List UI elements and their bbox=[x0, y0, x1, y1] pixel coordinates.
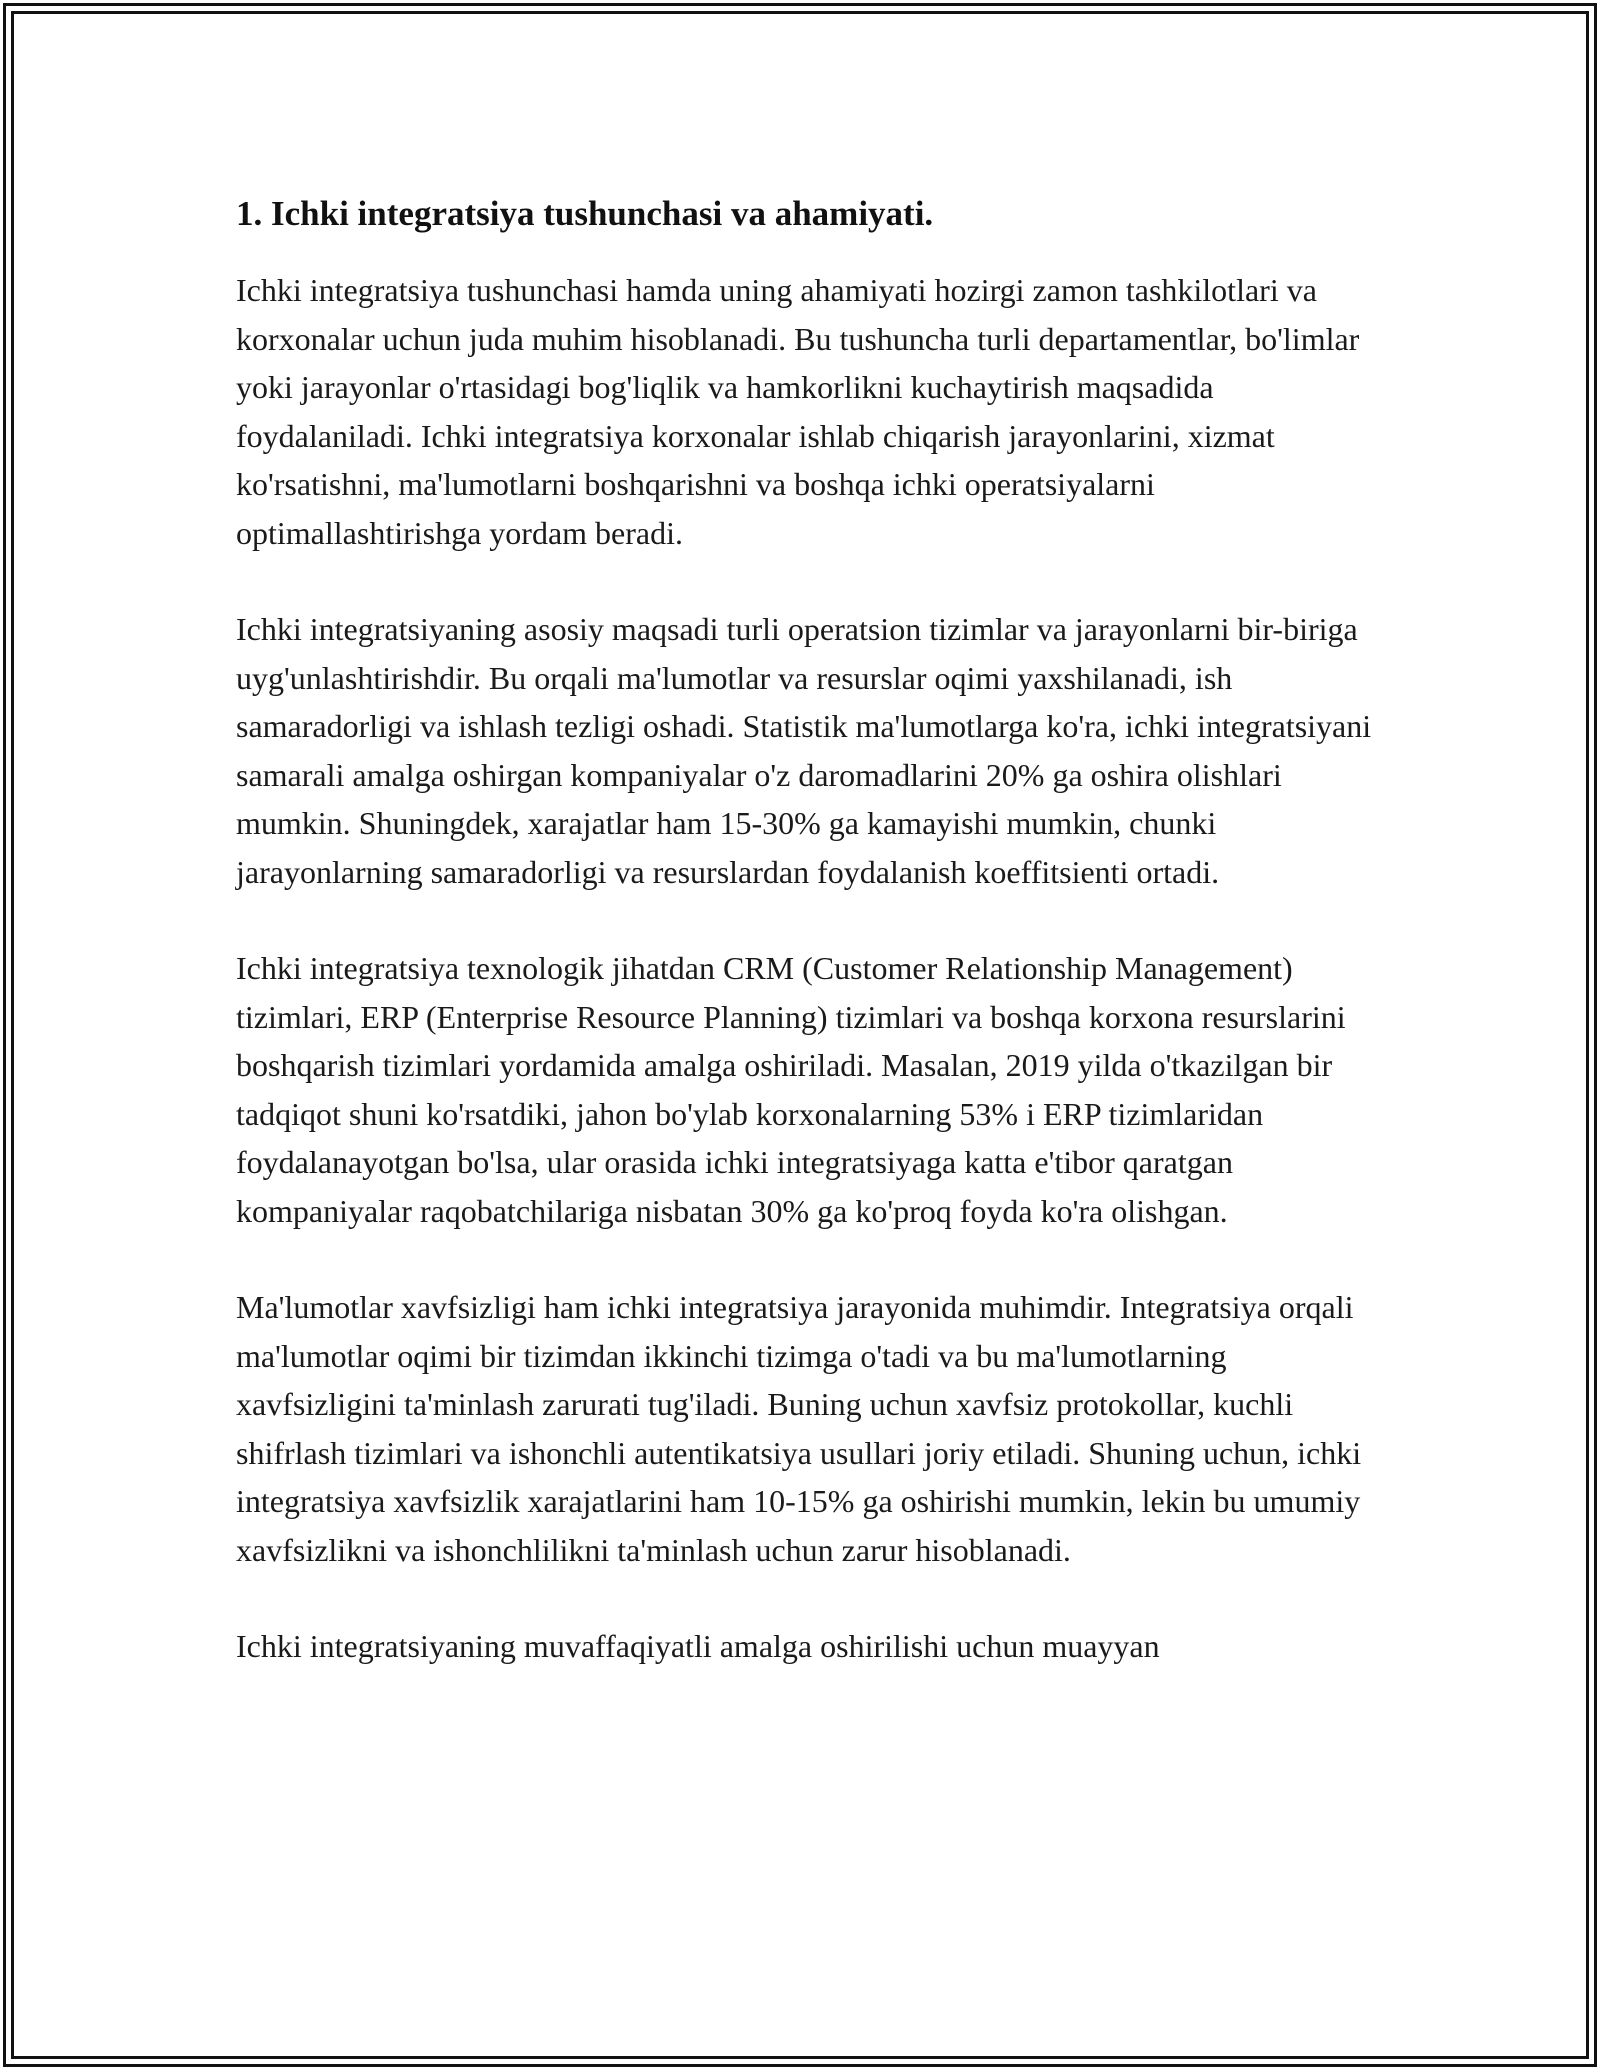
paragraph-4: Ma'lumotlar xavfsizligi ham ichki integratsiya jarayonida muhimdir. Integratsiya orqali ma'lumotlar oqimi bir tizimdan ikkinchi tizimga o'tadi va bu ma'lumotlarning xavfsizligini ta'minlash zarurati tug'iladi. Buning uchun xavfsiz protokollar, kuchli shifrlash tizimlari va ishonchli autentikatsiya usullari joriy etiladi. Shuning uchun, ichki integratsiya xavfsizlik xarajatlarini ham 10-15% ga oshirishi mumkin, lekin bu umumiy xavfsizlikni va ishonchlilikni ta'minlash uchun zarur hisoblanadi. bbox=[236, 1289, 1362, 1568]
section-heading: 1. Ichki integratsiya tushunchasi va ahamiyati. bbox=[236, 194, 934, 233]
paragraph-2: Ichki integratsiyaning asosiy maqsadi turli operatsion tizimlar va jarayonlarni bir-biriga uyg'unlashtirishdir. Bu orqali ma'lumotlar va resurslar oqimi yaxshilanadi, ish samaradorligi va ishlash tezligi oshadi. Statistik ma'lumotlarga ko'ra, ichki integratsiyani samarali amalga oshirgan kompaniyalar o'z daromadlarini 20% ga oshira olishlari mumkin. Shuningdek, xarajatlar ham 15-30% ga kamayishi mumkin, chunki jarayonlarning samaradorligi va resurslardan foydalanish koeffitsienti ortadi. bbox=[236, 611, 1372, 890]
document-body bbox=[236, 188, 1376, 1719]
paragraph-5: Ichki integratsiyaning muvaffaqiyatli amalga oshirilishi uchun muayyan bbox=[236, 1628, 1160, 1664]
paragraph-1: Ichki integratsiya tushunchasi hamda uning ahamiyati hozirgi zamon tashkilotlari va korxonalar uchun juda muhim hisoblanadi. Bu tushuncha turli departamentlar, bo'limlar yoki jarayonlar o'rtasidagi bog'liqlik va hamkorlikni kuchaytirish maqsadida foydalaniladi. Ichki integratsiya korxonalar ishlab chiqarish jarayonlarini, xizmat ko'rsatishni, ma'lumotlarni boshqarishni va boshqa ichki operatsiyalarni optimallashtirishga yordam beradi. bbox=[236, 272, 1360, 551]
paragraph-3: Ichki integratsiya texnologik jihatdan CRM (Customer Relationship Management) tizimlari, ERP (Enterprise Resource Planning) tizimlari va boshqa korxona resurslarini boshqarish tizimlari yordamida amalga oshiriladi. Masalan, 2019 yilda o'tkazilgan bir tadqiqot shuni ko'rsatdiki, jahon bo'ylab korxonalarning 53% i ERP tizimlaridan foydalanayotgan bo'lsa, ular orasida ichki integratsiyaga katta e'tibor qaratgan kompaniyalar raqobatchilariga nisbatan 30% ga ko'proq foyda ko'ra olishgan. bbox=[236, 950, 1346, 1229]
